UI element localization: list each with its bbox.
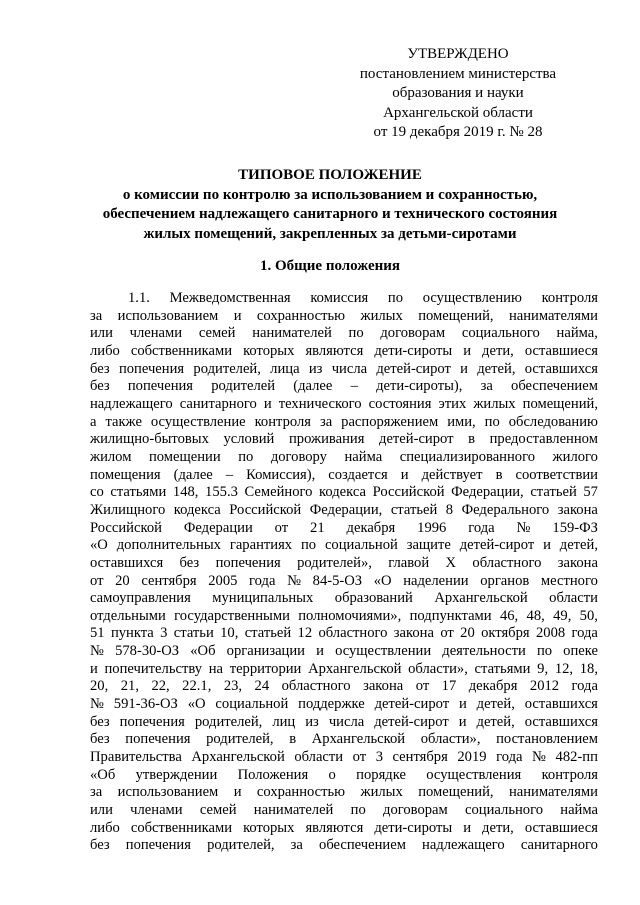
paragraph-line: за использованием и сохранностью жилых помещений, нанимателями bbox=[90, 307, 598, 324]
paragraph-line: 1.1. Межведомственная комиссия по осуществлению контроля bbox=[128, 290, 598, 306]
paragraph-line: «О дополнительных гарантиях по социальной защите детей-сирот и детей, bbox=[90, 537, 598, 554]
title-line: обеспечением надлежащего санитарного и технического состояния bbox=[102, 206, 558, 222]
approval-line: от 19 декабря 2019 г. № 28 bbox=[373, 124, 543, 140]
approval-line: постановлением министерства bbox=[359, 65, 557, 82]
paragraph-line: отдельными государственными полномочиями», подпунктами 46, 48, 49, 50, bbox=[90, 607, 598, 624]
paragraph-line: помещения (далее – Комиссия), создается и действует в соответствии bbox=[90, 466, 598, 483]
paragraph-line: со статьями 148, 155.3 Семейного кодекса Российской Федерации, статьей 57 bbox=[90, 484, 598, 501]
paragraph-line: оставшихся без попечения родителей», главой X областного закона bbox=[90, 554, 598, 571]
paragraph-1-1 bbox=[90, 290, 598, 855]
title-line: жилых помещений, закрепленных за детьми-сиротами bbox=[143, 225, 517, 242]
paragraph-line: а также осуществление контроля за распоряжением ими, по обследованию bbox=[90, 413, 598, 430]
paragraph-line: 51 пункта 3 статьи 10, статьей 12 областного закона от 20 октября 2008 года bbox=[90, 625, 598, 642]
paragraph-line: без попечения родителей, за обеспечением надлежащего санитарного bbox=[90, 837, 598, 854]
approval-line: УТВЕРЖДЕНО bbox=[407, 46, 509, 62]
paragraph-line: надлежащего санитарного и технического состояния этих жилых помещений, bbox=[90, 395, 598, 412]
paragraph-line: Российской Федерации от 21 декабря 1996 года № 159-ФЗ bbox=[90, 519, 598, 536]
paragraph-line: № 578-30-ОЗ «Об организации и осуществлении деятельности по опеке bbox=[90, 643, 598, 660]
paragraph-line: «Об утверждении Положения о порядке осуществления контроля bbox=[90, 766, 598, 783]
paragraph-line: 20, 21, 22, 22.1, 23, 24 областного закона от 17 декабря 2012 года bbox=[90, 678, 598, 695]
paragraph-line: № 591-36-ОЗ «О социальной поддержке детей-сирот и детей, оставшихся bbox=[90, 696, 598, 713]
paragraph-line: без попечения родителей, лиц из числа детей-сирот и детей, оставшихся bbox=[90, 713, 598, 730]
paragraph-line: без попечения родителей, в Архангельской области», постановлением bbox=[90, 731, 598, 748]
title-line: о комиссии по контролю за использованием и сохранностью, bbox=[122, 186, 538, 203]
paragraph-line: самоуправления муниципальных образований Архангельской области bbox=[90, 590, 598, 607]
paragraph-line: или членами семей нанимателей по договорам социального найма, bbox=[90, 325, 598, 342]
paragraph-line: без попечения родителей, лица из числа детей-сирот и детей, оставшихся bbox=[90, 360, 598, 377]
paragraph-line: от 20 сентября 2005 года № 84-5-ОЗ «О наделении органов местного bbox=[90, 572, 598, 589]
paragraph-line: без попечения родителей (далее – дети-сироты), за обеспечением bbox=[90, 378, 598, 395]
paragraph-line: Правительства Архангельской области от 3 сентября 2019 года № 482-пп bbox=[90, 749, 598, 766]
approval-line: Архангельской области bbox=[383, 104, 533, 121]
paragraph-line: Жилищного кодекса Российской Федерации, статьей 8 Федерального закона bbox=[90, 501, 598, 518]
approval-stamp bbox=[352, 45, 564, 143]
paragraph-line: жилом помещении по договору найма специализированного жилого bbox=[90, 448, 598, 465]
document-title bbox=[80, 166, 580, 244]
paragraph-line: либо собственниками которых являются дети-сироты и дети, оставшиеся bbox=[90, 819, 598, 836]
section-heading: 1. Общие положения bbox=[259, 258, 401, 274]
paragraph-line: жилищно-бытовых условий проживания детей-сирот в предоставленном bbox=[90, 431, 598, 448]
title-line: ТИПОВОЕ ПОЛОЖЕНИЕ bbox=[238, 167, 422, 183]
paragraph-line: либо собственниками которых являются дети-сироты и дети, оставшиеся bbox=[90, 342, 598, 359]
paragraph-line: и попечительству на территории Архангельской области», статьями 9, 12, 18, bbox=[90, 660, 598, 677]
approval-line: образования и науки bbox=[392, 85, 524, 101]
paragraph-line: за использованием и сохранностью жилых помещений, нанимателями bbox=[90, 784, 598, 801]
paragraph-line: или членами семей нанимателей по договорам социального найма bbox=[90, 802, 598, 819]
